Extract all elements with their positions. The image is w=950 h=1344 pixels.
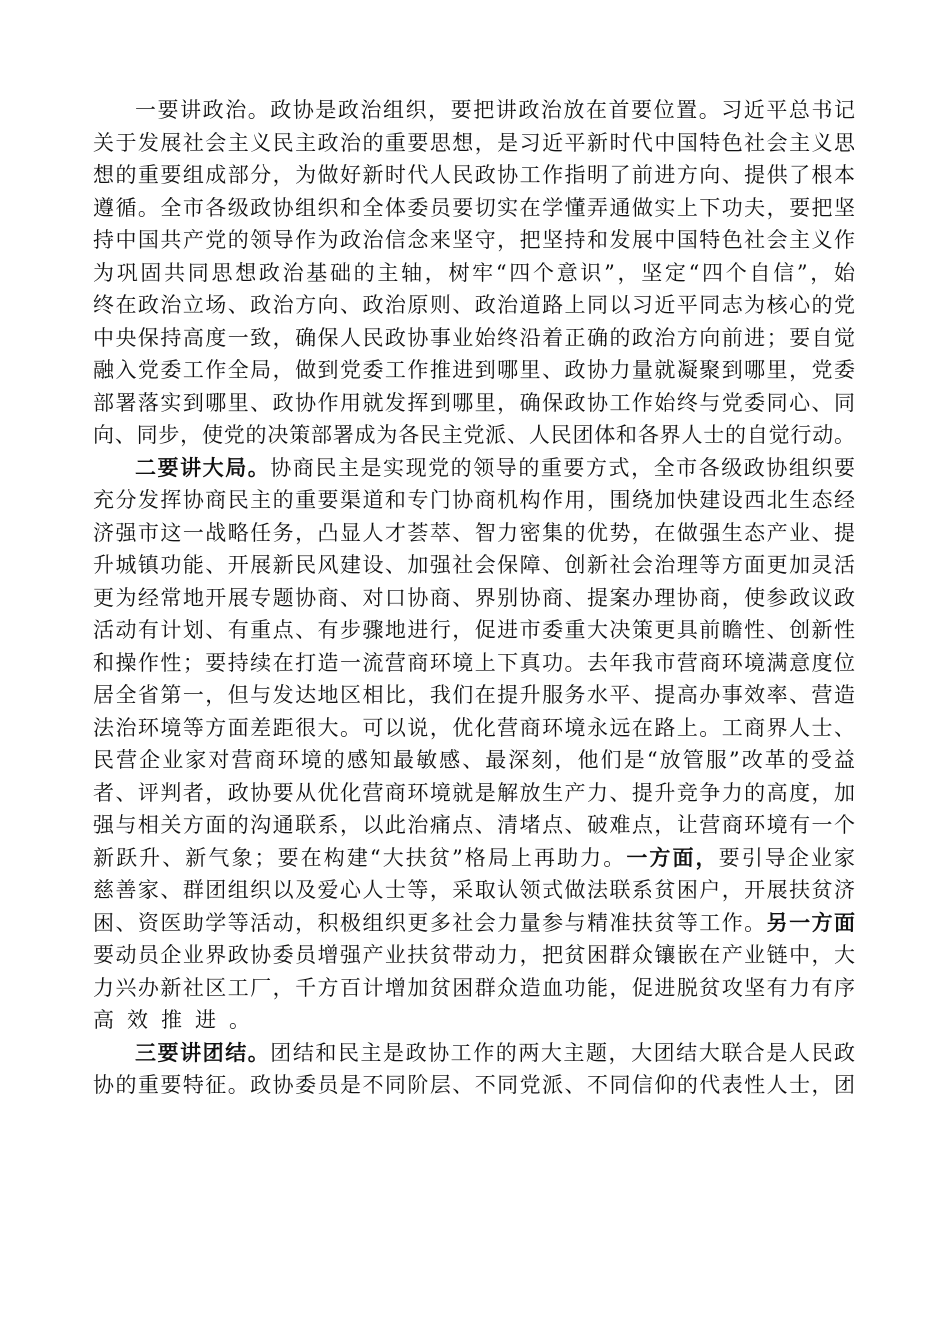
text-line	[93, 907, 855, 940]
text-line	[93, 94, 855, 127]
text-line	[93, 614, 855, 647]
body-text: 要动员企业界政协委员增强产业扶贫带动力，把贫困群众镶嵌在产业链中，大	[93, 943, 855, 967]
text-line	[93, 517, 855, 550]
body-text: 活动有计划、有重点、有步骤地进行，促进市委重大决策更具前瞻性、创新性	[93, 618, 855, 642]
text-line	[93, 1069, 855, 1102]
text-line	[93, 582, 855, 615]
text-line	[93, 679, 855, 712]
text-line	[93, 289, 855, 322]
text-line	[93, 1037, 855, 1070]
body-text: 高效推进。	[93, 1008, 263, 1032]
body-text: 法治环境等方面差距很大。可以说，优化营商环境永远在路上。工商界人士、	[93, 715, 855, 740]
body-text: 协商民主是实现党的领导的重要方式，全市各级政协组织要	[270, 455, 856, 480]
text-line	[93, 549, 855, 582]
body-text: 新跃升、新气象；要在构建“大扶贫”格局上再助力。	[93, 845, 627, 870]
text-line	[93, 712, 855, 745]
text-line	[93, 354, 855, 387]
text-line	[93, 224, 855, 257]
bold-heading-text: 一方面，	[626, 844, 719, 870]
body-text: 强与相关方面的沟通联系，以此治痛点、清堵点、破难点，让营商环境有一个	[93, 813, 855, 837]
text-line	[93, 972, 855, 1005]
body-text: 遵循。全市各级政协组织和全体委员要切实在学懂弄通做实上下功夫，要把坚	[93, 195, 855, 220]
text-line	[93, 484, 855, 517]
text-line	[93, 192, 855, 225]
body-text: 部署落实到哪里、政协作用就发挥到哪里，确保政协工作始终与党委同心、同	[93, 390, 855, 415]
body-text: 为巩固共同思想政治基础的主轴，树牢“四个意识”，坚定“四个自信”，始	[93, 260, 855, 285]
text-line	[93, 257, 855, 290]
body-text: 要引导企业家	[718, 845, 856, 870]
body-text: 困、资医助学等活动，积极组织更多社会力量参与精准扶贫等工作。	[93, 910, 767, 935]
body-text: 更为经常地开展专题协商、对口协商、界别协商、提案办理协商，使参政议政	[93, 585, 855, 610]
paragraph-p2	[93, 452, 855, 1037]
body-text: 向、同步，使党的决策部署成为各民主党派、人民团体和各界人士的自觉行动。	[93, 423, 855, 447]
body-text: 关于发展社会主义民主政治的重要思想，是习近平新时代中国特色社会主义思	[93, 130, 855, 155]
body-text: 充分发挥协商民主的重要渠道和专门协商机构作用，围绕加快建设西北生态经	[93, 488, 855, 512]
body-text: 终在政治立场、政治方向、政治原则、政治道路上同以习近平同志为核心的党	[93, 293, 855, 317]
text-line	[93, 777, 855, 810]
document-page	[93, 94, 855, 1102]
body-text: 慈善家、群团组织以及爱心人士等，采取认领式做法联系贫困户，开展扶贫济	[93, 878, 855, 902]
text-line	[93, 874, 855, 907]
bold-heading-text: 另一方面	[766, 909, 856, 935]
text-line	[93, 159, 855, 192]
body-text: 中央保持高度一致，确保人民政协事业始终沿着正确的政治方向前进；要自觉	[93, 325, 855, 350]
bold-heading-text: 二要讲大局。	[135, 454, 271, 480]
text-line	[93, 1004, 855, 1037]
body-text: 升城镇功能、开展新民风建设、加强社会保障、创新社会治理等方面更加灵活	[93, 553, 855, 577]
text-line	[93, 127, 855, 160]
text-line	[93, 744, 855, 777]
body-text: 居全省第一，但与发达地区相比，我们在提升服务水平、提高办事效率、营造	[93, 683, 855, 707]
body-text: 融入党委工作全局，做到党委工作推进到哪里、政协力量就凝聚到哪里，党委	[93, 358, 855, 382]
paragraph-p1	[93, 94, 855, 452]
body-text: 想的重要组成部分，为做好新时代人民政协工作指明了前进方向、提供了根本	[93, 163, 855, 187]
text-line	[93, 809, 855, 842]
body-text: 者、评判者，政协要从优化营商环境就是解放生产力、提升竞争力的高度，加	[93, 780, 855, 805]
paragraph-p3	[93, 1037, 855, 1102]
body-text: 力兴办新社区工厂，千方百计增加贫困群众造血功能，促进脱贫攻坚有力有序	[93, 975, 855, 1000]
body-text: 和操作性；要持续在打造一流营商环境上下真功。去年我市营商环境满意度位	[93, 650, 855, 675]
body-text: 协的重要特征。政协委员是不同阶层、不同党派、不同信仰的代表性人士，团	[93, 1073, 855, 1097]
text-line	[93, 842, 855, 875]
text-line	[93, 939, 855, 972]
body-text: 济强市这一战略任务，凸显人才荟萃、智力密集的优势，在做强生态产业、提	[93, 520, 855, 545]
bold-heading-text: 三要讲团结。	[135, 1039, 271, 1065]
body-text: 团结和民主是政协工作的两大主题，大团结大联合是人民政	[270, 1040, 856, 1065]
body-text: 一要讲政治。政协是政治组织，要把讲政治放在首要位置。习近平总书记	[135, 98, 855, 122]
text-line	[93, 452, 855, 485]
body-text: 持中国共产党的领导作为政治信念来坚守，把坚持和发展中国特色社会主义作	[93, 228, 855, 252]
text-line	[93, 387, 855, 420]
text-line	[93, 647, 855, 680]
body-text: 民营企业家对营商环境的感知最敏感、最深刻，他们是“放管服”改革的受益	[93, 748, 855, 772]
text-line	[93, 419, 855, 452]
text-line	[93, 322, 855, 355]
